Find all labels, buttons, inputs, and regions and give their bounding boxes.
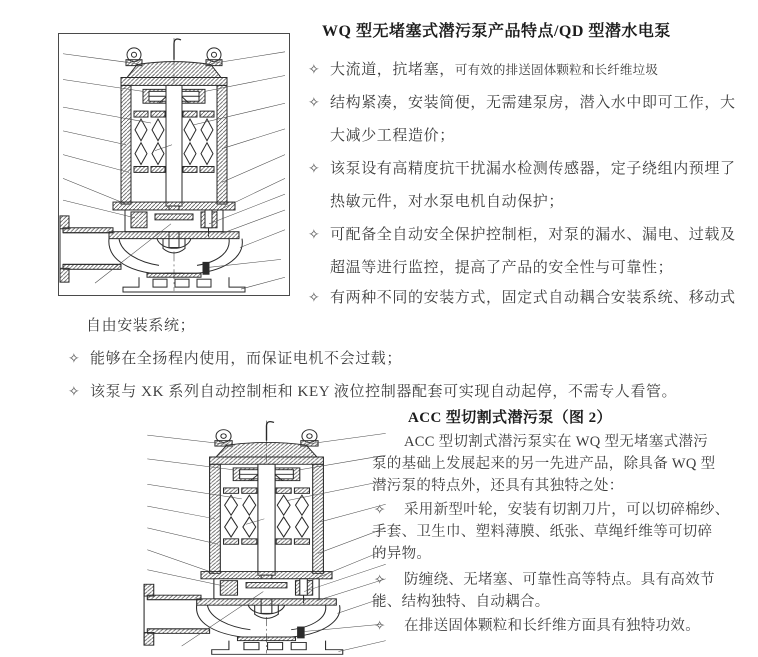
paragraph-text: 泵的基础上发展起来的另一先进产品，除具备 WQ 型 [372, 456, 716, 472]
diamond-bullet-icon: ✧ [374, 502, 386, 517]
diamond-bullet-icon: ✧ [308, 291, 321, 306]
feature-line [308, 159, 736, 180]
feature-line-continuation [372, 592, 550, 612]
feature-text: 该泵设有高精度抗干扰漏水检测传感器，定子绕组内预埋了 [330, 161, 736, 177]
feature-text: 超温等进行监控，提高了产品的安全性与可靠性； [330, 260, 674, 276]
wq-pump-cross-section-diagram [58, 33, 290, 296]
diamond-bullet-icon: ✧ [308, 162, 321, 177]
paragraph-line [372, 476, 624, 496]
paragraph-line [404, 432, 708, 452]
feature-text: 结构紧凑，安装简便，无需建泵房，潜入水中即可工作，大 [330, 95, 736, 111]
feature-line [308, 93, 736, 114]
feature-line-continuation [86, 316, 195, 336]
feature-line-continuation [330, 192, 564, 212]
feature-line-continuation [330, 258, 673, 278]
feature-line [308, 60, 658, 81]
feature-text-small: 可有效的排送固体颗粒和长纤维垃圾 [454, 63, 659, 77]
feature-text: 采用新型叶轮，安装有切割刀片，可以切碎棉纱、 [404, 502, 730, 518]
feature-line [68, 349, 402, 370]
pump-drawing-icon [59, 34, 289, 295]
feature-text: 热敏元件，对水泵电机自动保护； [330, 194, 565, 210]
feature-text: 的异物。 [372, 546, 432, 562]
feature-text: 大减少工程造价； [330, 128, 455, 144]
paragraph-text: 潜污泵的特点外，还具有其独特之处： [372, 478, 624, 494]
feature-line [308, 225, 736, 246]
feature-text: 能、结构独特、自动耦合。 [372, 594, 550, 610]
paragraph-line [372, 454, 715, 474]
section2-heading: ACC 型切割式潜污泵（图 2） [408, 410, 612, 426]
feature-line [374, 500, 730, 520]
feature-line-continuation [372, 522, 712, 542]
feature-line [374, 570, 715, 590]
feature-text: 自由安装系统； [86, 318, 196, 334]
feature-text: 大流道，抗堵塞， [330, 62, 455, 78]
pump-drawing-icon [143, 417, 390, 657]
diamond-bullet-icon: ✧ [374, 618, 386, 633]
diamond-bullet-icon: ✧ [374, 572, 386, 587]
feature-text: 在排送固体颗粒和长纤维方面具有独特功效。 [404, 618, 700, 634]
acc-pump-cross-section-diagram [143, 417, 390, 657]
feature-text: 有两种不同的安装方式，固定式自动耦合安装系统、移动式 [330, 290, 736, 306]
diamond-bullet-icon: ✧ [68, 385, 81, 400]
diamond-bullet-icon: ✧ [308, 96, 321, 111]
feature-text: 该泵与 XK 系列自动控制柜和 KEY 液位控制器配套可实现自动起停，不需专人看管。 [90, 384, 678, 400]
diamond-bullet-icon: ✧ [308, 63, 321, 78]
feature-text: 可配备全自动安全保护控制柜，对泵的漏水、漏电、过载及 [330, 227, 736, 243]
feature-line-continuation [372, 544, 431, 564]
feature-line [68, 382, 677, 403]
feature-line-continuation [330, 126, 455, 146]
diamond-bullet-icon: ✧ [68, 352, 81, 367]
diamond-bullet-icon: ✧ [308, 228, 321, 243]
feature-line [308, 288, 736, 309]
feature-text: 能够在全扬程内使用，而保证电机不会过载； [90, 351, 403, 367]
feature-line [374, 616, 700, 636]
page-title: WQ 型无堵塞式潜污泵产品特点/QD 型潜水电泵 [322, 23, 671, 40]
feature-text: 手套、卫生巾、塑料薄膜、纸张、草绳纤维等可切碎 [372, 524, 713, 540]
feature-text: 防缠绕、无堵塞、可靠性高等特点。具有高效节 [404, 572, 715, 588]
paragraph-text: ACC 型切割式潜污泵实在 WQ 型无堵塞式潜污 [404, 434, 709, 450]
